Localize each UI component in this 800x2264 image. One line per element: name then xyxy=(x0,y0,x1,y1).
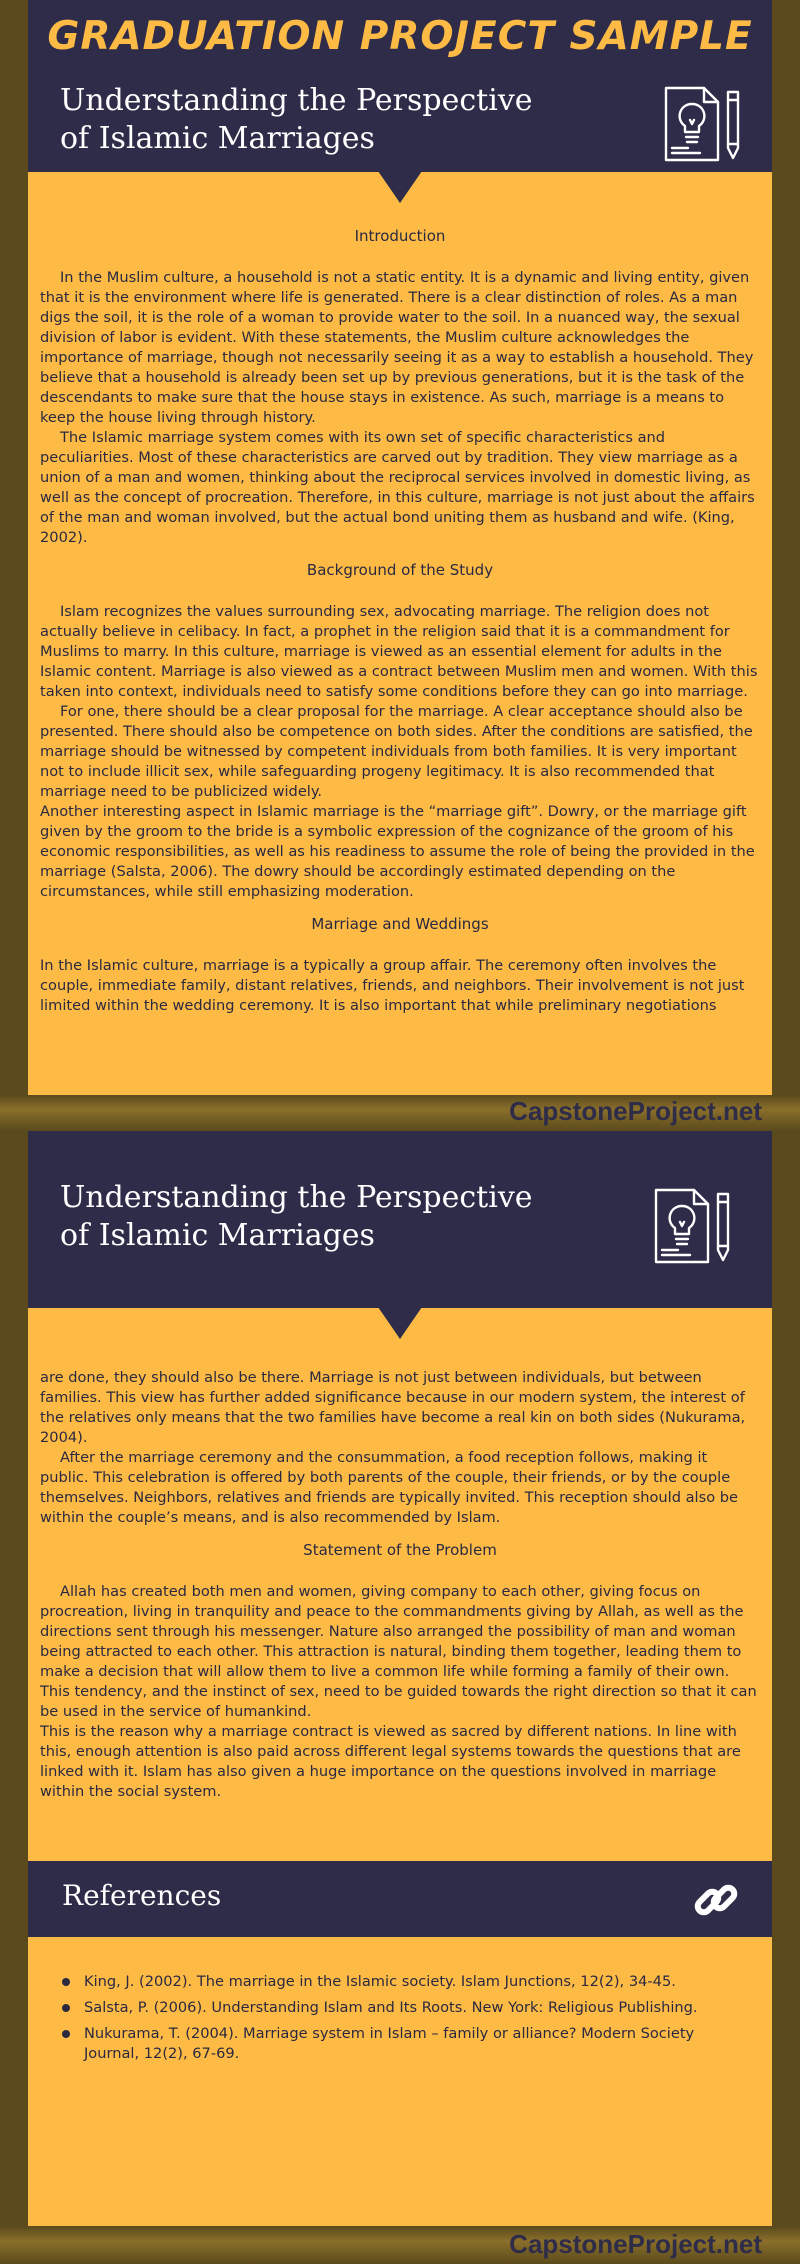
background-paragraph-2: For one, there should be a clear proposal for the marriage. A clear acceptance should also be presented. There should also be competence on both sides. After the conditions are satisfied, the marriage should be witnessed by competent individuals from both families. It is very important not to include illicit sex, while safeguarding progeny legitimacy. It is also recommended that marriage need to be publicized widely. xyxy=(40,703,753,800)
page-1-content xyxy=(40,226,760,1088)
background-paragraph-1: Islam recognizes the values surrounding sex, advocating marriage. The religion does not actually believe in celibacy. In fact, a prophet in the religion said that it is a commandment for Muslims to marry. In this culture, marriage is viewed as an essential element for adults in the Islamic content. Marriage is also viewed as a contract between Muslim men and women. With this taken into context, individuals need to satisfy some conditions before they can go into marriage. xyxy=(40,603,758,700)
doc-title-line-2: of Islamic Marriages xyxy=(60,1218,375,1253)
continued-paragraph-1: are done, they should also be there. Marriage is not just between individuals, but between families. This view has further added significance because in our modern system, the interest of the relatives only means that the two families have become a real kin on both sides (Nukurama, 2004). xyxy=(40,1369,746,1446)
doc-title-line-1: Understanding the Perspective xyxy=(60,83,533,118)
continued-paragraph-2: After the marriage ceremony and the consummation, a food reception follows, making it public. This celebration is offered by both parents of the couple, their friends, or by the couple themselves. Neighbors, relatives and friends are typically invited. This reception should also be within the couple’s means, and is also recommended by Islam. xyxy=(40,1449,739,1526)
idea-document-icon xyxy=(660,82,744,166)
references-list xyxy=(62,1972,742,2070)
heading-introduction: Introduction xyxy=(354,227,446,245)
background-paragraph-3: Another interesting aspect in Islamic marriage is the “marriage gift”. Dowry, or the marriage gift given by the groom to the bride is a symbolic expression of the cognizance of the groom of his economic responsibilities, as well as his readiness to assume the role of being the provided in the marriage (Salsta, 2006). The dowry should be accordingly estimated depending on the circumstances, while still emphasizing moderation. xyxy=(40,803,755,900)
heading-marriage-weddings: Marriage and Weddings xyxy=(311,915,489,933)
doc-title-line-1: Understanding the Perspective xyxy=(60,1180,533,1215)
heading-problem-statement: Statement of the Problem xyxy=(303,1541,497,1559)
page-2-header-pointer xyxy=(378,1307,422,1339)
page-2-doc-title xyxy=(60,1179,620,1255)
intro-paragraph-1: In the Muslim culture, a household is not a static entity. It is a dynamic and living entity, given that it is the environment where life is generated. There is a clear distinction of roles. As a man digs the soil, it is the role of a woman to provide water to the soil. In a nuanced way, the sexual division of labor is evident. With these statements, the Muslim culture acknowledges the importance of marriage, though not necessarily seeing it as a way to establish a household. They believe that a household is already been set up by previous generations, but it is the task of the descendants to make sure that the house stays in existence. As such, marriage is a means to keep the house living through history. xyxy=(40,269,754,426)
references-title: References xyxy=(62,1879,222,1912)
reference-item: Salsta, P. (2006). Understanding Islam and Its Roots. New York: Religious Publishing. xyxy=(62,1998,742,2018)
marriage-paragraph-1: In the Islamic culture, marriage is a typically a group affair. The ceremony often involves the couple, immediate family, distant relatives, friends, and neighbors. Their involvement is not just limited within the wedding ceremony. It is also important that while preliminary negotiations xyxy=(40,957,745,1014)
pencil-icon xyxy=(728,92,738,158)
brand-title: GRADUATION PROJECT SAMPLE xyxy=(47,14,753,59)
page-2-content xyxy=(40,1368,760,1802)
reference-item: King, J. (2002). The marriage in the Islamic society. Islam Junctions, 12(2), 34-45. xyxy=(62,1972,742,1992)
link-icon xyxy=(690,1874,742,1926)
page-1-header-pointer xyxy=(378,171,422,203)
site-watermark-2: CapstoneProject.net xyxy=(509,2229,762,2259)
page-1-doc-title xyxy=(60,82,620,158)
pencil-icon xyxy=(718,1194,728,1260)
reference-item: Nukurama, T. (2004). Marriage system in Islam – family or alliance? Modern Society Journal, 12(2), 67-69. xyxy=(62,2024,742,2064)
idea-document-icon xyxy=(650,1184,734,1268)
intro-paragraph-2: The Islamic marriage system comes with its own set of specific characteristics and peculiarities. Most of these characteristics are carved out by tradition. They view marriage as a union of a man and women, thinking about the reciprocal services involved in domestic living, as well as the concept of procreation. Therefore, in this culture, marriage is not just about the affairs of the man and woman involved, but the actual bond uniting them as husband and wife. (King, 2002). xyxy=(40,429,755,546)
problem-paragraph-2: This is the reason why a marriage contract is viewed as sacred by different nations. In line with this, enough attention is also paid across different legal systems towards the questions that are linked with it. Islam has also given a huge importance on the questions involved in marriage within the social system. xyxy=(40,1723,741,1800)
doc-title-line-2: of Islamic Marriages xyxy=(60,121,375,156)
site-watermark-1: CapstoneProject.net xyxy=(509,1096,762,1126)
problem-paragraph-1: Allah has created both men and women, giving company to each other, giving focus on procreation, living in tranquility and peace to the commandments giving by Allah, as well as the directions sent through his messenger. Nature also arranged the possibility of man and woman being attracted to each other. This attraction is natural, binding them together, leading them to make a decision that will allow them to live a common life while forming a family of their own. This tendency, and the instinct of sex, need to be guided towards the right direction so that it can be used in the service of humankind. xyxy=(40,1583,757,1720)
heading-background: Background of the Study xyxy=(306,561,494,579)
